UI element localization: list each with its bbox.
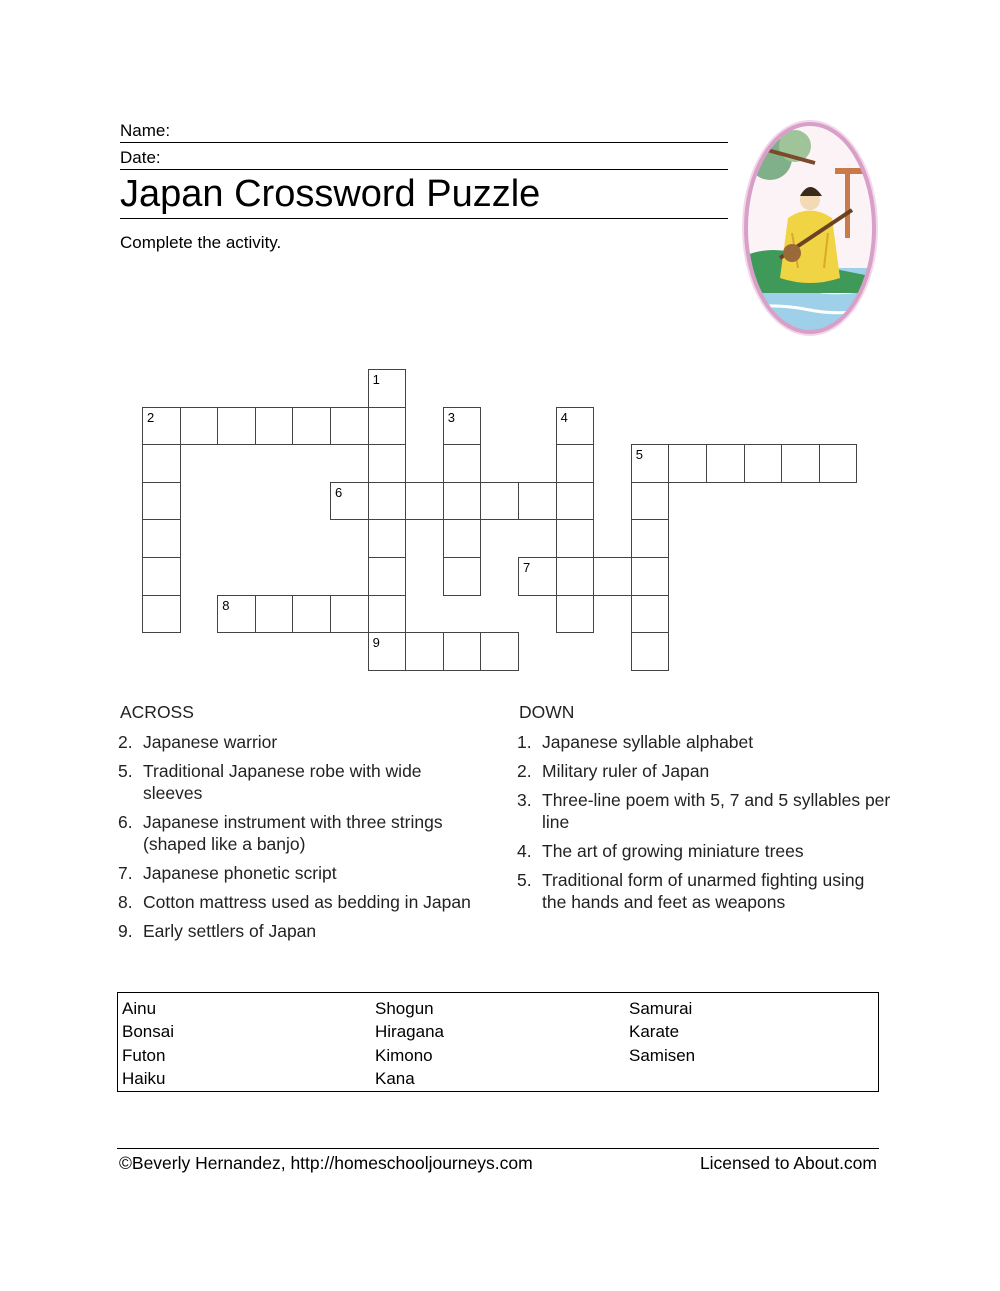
across-heading: ACROSS [120,702,194,722]
down-clue [517,760,892,782]
grid-cell[interactable] [556,482,595,521]
clue-text: The art of growing miniature trees [542,841,804,861]
license: Licensed to About.com [699,1153,877,1173]
word-bank-item: Futon [122,1045,166,1065]
grid-cell[interactable] [255,407,294,446]
grid-cell[interactable] [368,632,407,671]
word-bank-item: Bonsai [122,1022,174,1042]
grid-cell[interactable] [405,482,444,521]
clue-text: Traditional Japanese robe with wide sleeves [143,761,422,803]
clue-num: 2. [517,761,532,781]
grid-cell[interactable] [142,482,181,521]
grid-cell[interactable] [142,519,181,558]
word-bank [117,992,879,1092]
clue-number: 3 [447,409,456,425]
grid-cell[interactable] [292,595,331,634]
clue-number: 7 [523,560,531,575]
word-bank-item: Kana [375,1068,415,1088]
grid-cell[interactable] [443,482,482,521]
clue-num: 6. [118,812,133,832]
clue-text: Three-line poem with 5, 7 and 5 syllables per line [542,790,891,832]
word-bank-item: Kimono [375,1045,433,1065]
clue-text: Japanese phonetic script [143,863,337,883]
grid-cell[interactable] [781,444,820,483]
grid-cell[interactable] [142,444,181,483]
down-clues [517,702,892,920]
grid-cell[interactable] [631,519,670,558]
grid-cell[interactable] [142,557,181,596]
grid-cell[interactable] [631,482,670,521]
word-bank-item: Ainu [122,999,157,1018]
down-clue [517,840,892,862]
grid-cell[interactable] [330,407,369,446]
grid-cell[interactable] [556,557,595,596]
grid-cell[interactable] [443,444,482,483]
grid-cell[interactable] [744,444,783,483]
instructions: Complete the activity. [120,233,282,252]
grid-cell[interactable] [255,595,294,634]
grid-cell[interactable] [217,407,256,446]
down-clue [517,869,892,913]
grid-cell[interactable] [292,407,331,446]
footer [117,1148,879,1174]
clue-number: 2 [147,409,155,425]
grid-cell[interactable] [443,557,482,596]
grid-cell[interactable] [142,595,181,634]
clue-num: 2. [118,732,133,752]
grid-cell[interactable] [443,407,482,446]
grid-cell[interactable] [631,595,670,634]
grid-cell[interactable] [368,482,407,521]
grid-cell[interactable] [368,557,407,596]
grid-cell[interactable] [819,444,858,483]
grid-cell[interactable] [443,632,482,671]
clue-text: Military ruler of Japan [542,761,710,781]
clue-num: 4. [517,841,532,861]
clue-text: Japanese syllable alphabet [542,732,754,752]
clue-num: 8. [118,892,133,912]
grid-cell[interactable] [330,482,369,521]
grid-cell[interactable] [443,519,482,558]
grid-cell[interactable] [217,595,256,634]
clue-number: 8 [222,597,230,613]
grid-cell[interactable] [556,595,595,634]
across-clue [118,891,478,913]
grid-cell[interactable] [631,632,670,671]
clue-num: 3. [517,790,532,810]
down-clue [517,731,892,753]
date-label: Date: [120,148,161,167]
across-clue [118,920,478,942]
grid-cell[interactable] [368,444,407,483]
grid-cell[interactable] [368,519,407,558]
clue-number: 9 [372,635,380,651]
grid-cell[interactable] [405,632,444,671]
clue-number: 5 [635,447,644,463]
clue-text: Cotton mattress used as bedding in Japan [143,892,471,912]
clue-num: 7. [118,863,133,883]
word-bank-item: Samurai [629,999,693,1018]
clue-text: Traditional form of unarmed fighting using the hands and feet as weapons [542,870,865,912]
grid-cell[interactable] [556,444,595,483]
word-bank-item: Hiragana [375,1022,444,1042]
clue-text: Early settlers of Japan [143,921,317,941]
page-title: Japan Crossword Puzzle [120,172,728,219]
clue-num: 9. [118,921,133,941]
grid-cell[interactable] [593,557,632,596]
copyright: ©Beverly Hernandez, http://homeschooljourneys.com [119,1153,533,1173]
grid-cell[interactable] [142,407,181,446]
across-clue [118,862,478,884]
grid-cell[interactable] [368,369,407,408]
grid-cell[interactable] [518,557,557,596]
grid-cell[interactable] [706,444,745,483]
down-heading: DOWN [519,702,575,722]
word-bank-item: Karate [629,1022,680,1042]
grid-cell[interactable] [631,444,670,483]
grid-cell[interactable] [631,557,670,596]
grid-cell[interactable] [480,632,519,671]
word-bank-item: Samisen [629,1045,696,1065]
grid-cell[interactable] [368,407,407,446]
name-label: Name: [120,121,171,140]
clue-text: Japanese warrior [143,732,278,752]
grid-cell[interactable] [480,482,519,521]
grid-cell[interactable] [368,595,407,634]
clue-num: 5. [118,761,133,781]
across-clues [118,702,478,949]
across-clue [118,811,478,855]
across-clue [118,731,478,753]
word-bank-item: Shogun [375,999,434,1018]
clue-number: 4 [560,409,568,425]
across-clue [118,760,478,804]
grid-cell[interactable] [518,482,557,521]
grid-cell[interactable] [330,595,369,634]
grid-cell[interactable] [180,407,219,446]
clue-number: 6 [335,484,343,500]
clue-num: 1. [517,732,532,752]
clue-number: 1 [372,372,380,387]
grid-cell[interactable] [556,407,595,446]
clue-text: Japanese instrument with three strings (shaped like a banjo) [143,812,443,854]
word-bank-item: Haiku [122,1068,166,1088]
clue-num: 5. [517,870,532,890]
grid-cell[interactable] [668,444,707,483]
down-clue [517,789,892,833]
grid-cell[interactable] [556,519,595,558]
